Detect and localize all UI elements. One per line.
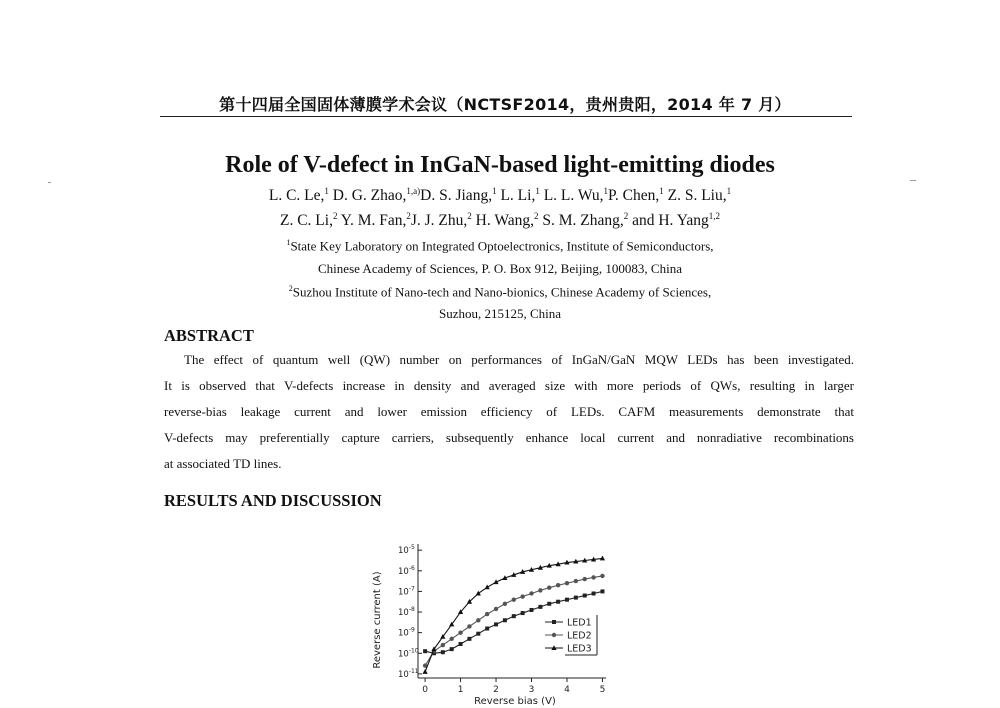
x-tick-label: 0	[422, 685, 428, 695]
data-point	[538, 605, 542, 609]
data-point	[565, 581, 569, 585]
author: P. Chen,	[608, 187, 660, 205]
data-point	[520, 594, 524, 598]
author: D. S. Jiang,	[420, 187, 493, 205]
author: S. M. Zhang,	[538, 212, 624, 230]
author: J. J. Zhu,	[410, 212, 468, 230]
data-point	[529, 591, 533, 595]
author-sup: 1,a)	[406, 186, 421, 196]
abstract-heading: ABSTRACT	[164, 326, 254, 345]
data-point	[547, 602, 551, 606]
y-axis-label: Reverse current (A)	[372, 571, 383, 669]
data-point	[521, 611, 525, 615]
y-tick-label: $10^{-6}$	[398, 564, 415, 577]
data-point	[441, 650, 445, 654]
data-point	[600, 556, 605, 561]
author-sup: 1	[492, 186, 497, 196]
data-point	[450, 647, 454, 651]
data-point	[530, 608, 534, 612]
author-line-2	[0, 211, 1000, 230]
author: L. C. Le,	[268, 187, 325, 205]
author-sup: 2	[533, 211, 539, 221]
affiliation-text: Suzhou Institute of Nano-tech and Nano-bionics, Chinese Academy of Sciences,	[292, 284, 712, 300]
conference-header: 第十四届全国固体薄膜学术会议（NCTSF2014，贵州贵阳，2014 年 7 月）	[219, 95, 791, 114]
data-point	[503, 618, 507, 622]
data-point	[458, 630, 462, 634]
results-heading: RESULTS AND DISCUSSION	[164, 491, 382, 510]
author-sup: 1	[659, 186, 664, 196]
y-tick-label: $10^{-8}$	[398, 606, 415, 619]
data-point	[422, 669, 427, 674]
x-tick-label: 4	[564, 685, 570, 695]
affiliation-2-line-1	[0, 284, 1000, 300]
data-point	[583, 577, 587, 581]
data-point	[485, 584, 490, 589]
author-sup: 2	[623, 211, 629, 221]
data-point	[459, 642, 463, 646]
abstract-line: V-defects may preferentially capture carriers, subsequently enhance local current and nonradiative recombinations	[164, 430, 854, 445]
data-point	[552, 620, 556, 624]
x-tick-label: 1	[457, 685, 464, 695]
reverse-iv-chart	[360, 530, 620, 708]
abstract-line: at associated TD lines.	[164, 456, 282, 471]
y-tick-label: $10^{-9}$	[398, 626, 415, 639]
data-point	[512, 614, 516, 618]
data-point	[441, 643, 445, 647]
data-point	[485, 627, 489, 631]
abstract-line: The effect of quantum well (QW) number on performances of InGaN/GaN MQW LEDs has been investigated.	[184, 352, 854, 367]
data-point	[556, 583, 560, 587]
data-point	[467, 624, 471, 628]
data-point	[574, 579, 578, 583]
affiliation-1-line-1	[0, 238, 1000, 254]
y-tick-label: $10^{-5}$	[398, 544, 415, 557]
data-point	[476, 618, 480, 622]
legend-label: LED2	[567, 630, 592, 642]
abstract-line: It is observed that V-defects increase in density and averaged size with more periods of QWs, resulting in larger	[164, 378, 854, 393]
data-point	[538, 588, 542, 592]
data-point	[494, 622, 498, 626]
data-point	[583, 594, 587, 598]
author-sup: 1	[603, 186, 608, 196]
affiliation-2-line-2	[0, 306, 1000, 322]
author: L. Li,	[496, 187, 536, 205]
author: L. L. Wu,	[539, 187, 604, 205]
data-point	[592, 591, 596, 595]
data-point	[512, 597, 516, 601]
author-sup: 1	[535, 186, 540, 196]
y-tick-label: $10^{-7}$	[398, 585, 415, 598]
abstract-line: reverse-bias leakage current and lower emission efficiency of LEDs. CAFM measurements demonstrate that	[164, 404, 854, 419]
data-point	[591, 575, 595, 579]
affiliation-sup: 2	[288, 284, 293, 293]
affiliation-text: State Key Laboratory on Integrated Optoelectronics, Institute of Semiconductors,	[290, 238, 714, 254]
data-point	[556, 600, 560, 604]
data-point	[494, 607, 498, 611]
data-point	[552, 633, 556, 637]
author: Y. M. Fan,	[337, 212, 407, 230]
author-line-1	[0, 186, 1000, 205]
paper-title: Role of V-defect in InGaN-based light-emitting diodes	[225, 152, 775, 178]
author-sup: 1	[324, 186, 329, 196]
scan-speck	[48, 182, 51, 183]
author-sup: 2	[332, 211, 338, 221]
author: H. Wang,	[471, 212, 534, 230]
legend-label: LED3	[567, 643, 592, 655]
data-point	[503, 602, 507, 606]
plot-area	[398, 544, 606, 695]
data-point	[574, 596, 578, 600]
affiliation-sup: 1	[286, 238, 291, 247]
affiliation-text: Chinese Academy of Sciences, P. O. Box 912, Beijing, 100083, China	[318, 261, 682, 276]
author-sup: 1	[726, 186, 732, 196]
affiliation-1-line-2	[0, 261, 1000, 277]
author-sup: 2	[467, 211, 472, 221]
x-tick-label: 3	[528, 685, 535, 695]
scan-speck	[910, 180, 916, 181]
affiliation-text: Suzhou, 215125, China	[438, 306, 562, 321]
data-point	[600, 589, 604, 593]
x-tick-label: 2	[493, 685, 499, 695]
author: Z. C. Li,	[279, 212, 333, 230]
data-point	[547, 586, 551, 590]
legend-label: LED1	[567, 617, 592, 629]
author: D. G. Zhao,	[328, 187, 407, 205]
data-point	[476, 591, 481, 596]
x-tick-label: 5	[599, 685, 606, 695]
data-point	[565, 598, 569, 602]
data-point	[476, 632, 480, 636]
author-sup: 2	[406, 211, 411, 221]
x-axis-label: Reverse bias (V)	[474, 696, 556, 707]
y-tick-label: $10^{-11}$	[398, 667, 419, 680]
author: Z. S. Liu,	[663, 187, 727, 205]
data-point	[449, 637, 453, 641]
author: and H. Yang	[628, 212, 709, 230]
author-sup: 1,2	[708, 211, 720, 221]
data-point	[485, 612, 489, 616]
data-point	[467, 637, 471, 641]
data-point	[423, 649, 427, 653]
y-tick-label: $10^{-10}$	[398, 647, 419, 660]
header-rule	[160, 116, 852, 117]
data-point	[600, 574, 604, 578]
